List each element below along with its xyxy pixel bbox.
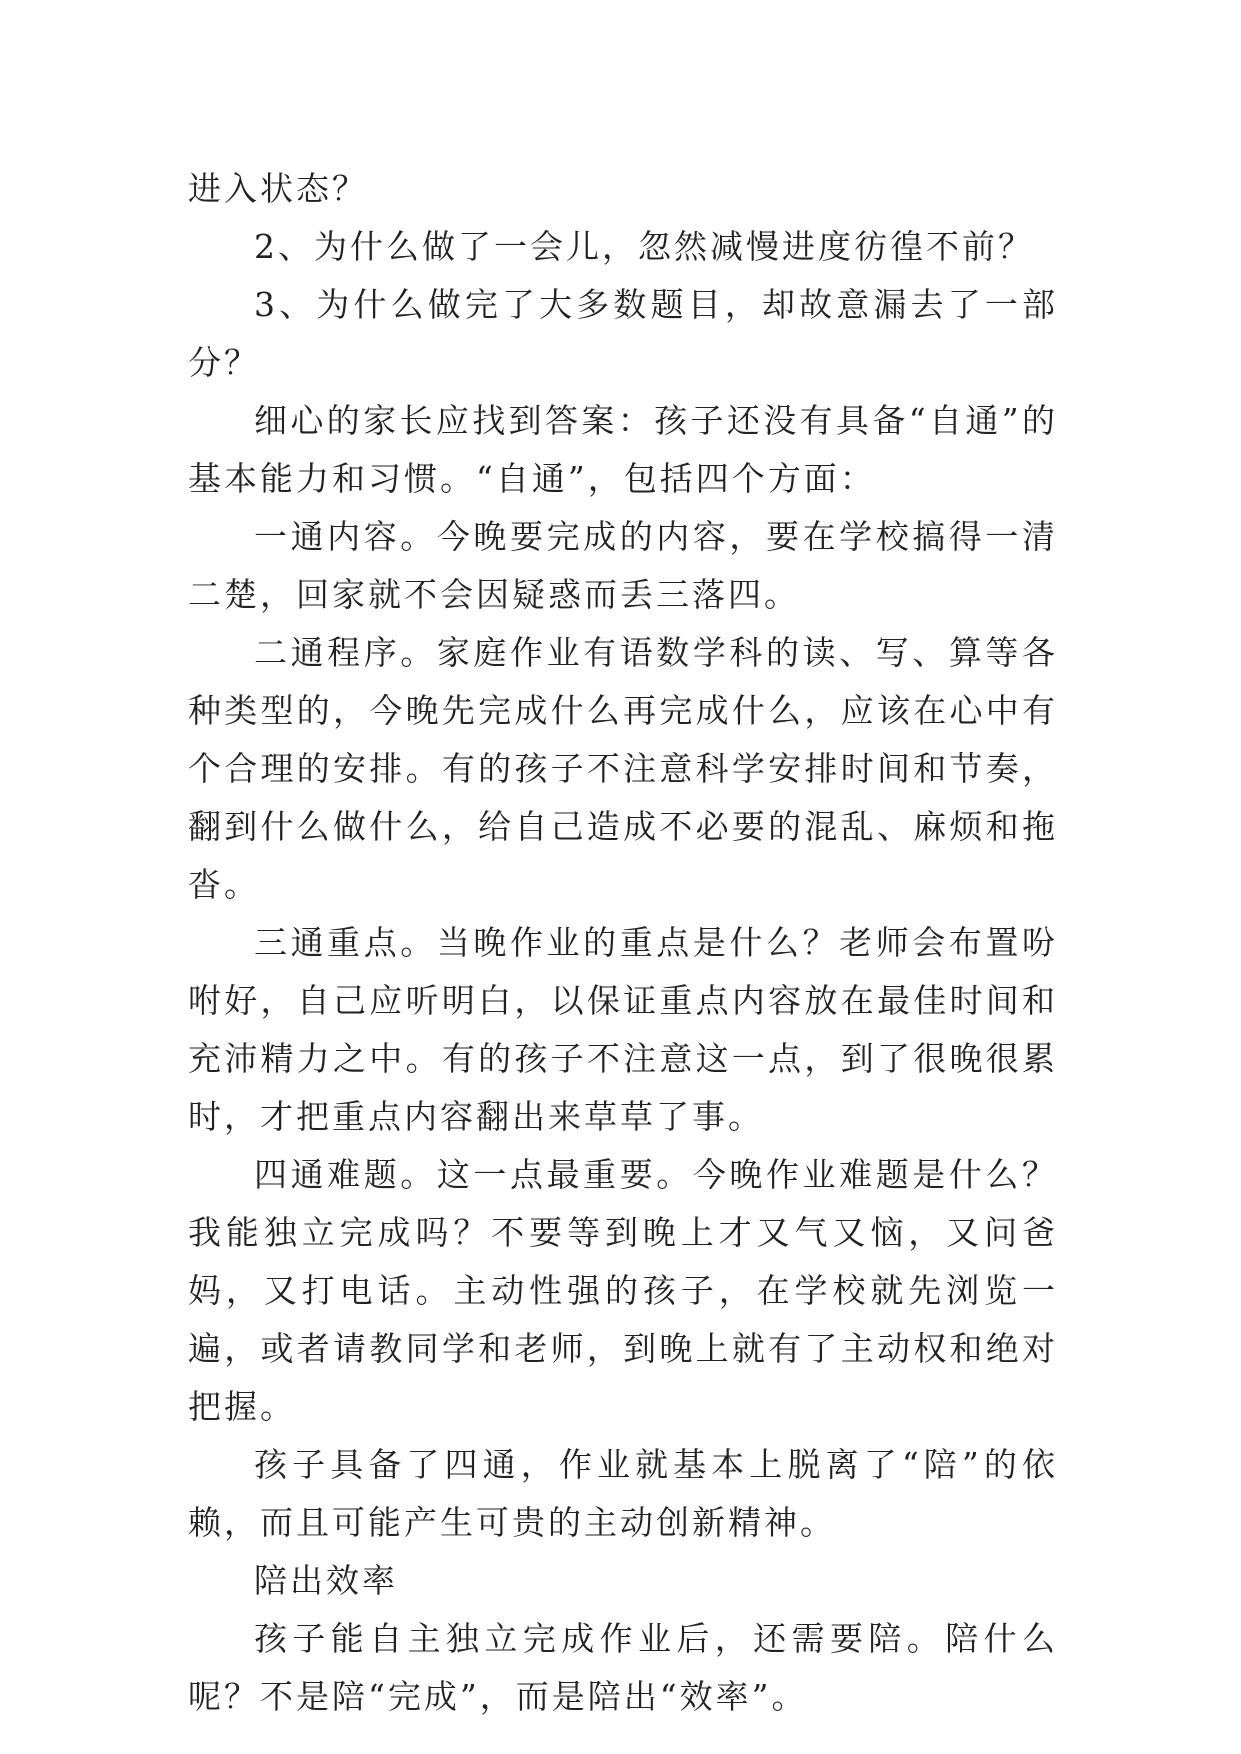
document-body (188, 160, 1058, 1726)
paragraph: 2、为什么做了一会儿，忽然减慢进度彷徨不前？ (254, 227, 1034, 266)
paragraph: 四通难题。这一点最重要。今晚作业难题是什么？我能独立完成吗？不要等到晚上才又气又恼，又问爸妈，又打电话。主动性强的孩子，在学校就先浏览一遍，或者请教同学和老师，到晚上就有了主动权和绝对把握。 (188, 1155, 1058, 1426)
paragraph: 二通程序。家庭作业有语数学科的读、写、算等各种类型的，今晚先完成什么再完成什么，应该在心中有个合理的安排。有的孩子不注意科学安排时间和节奏，翻到什么做什么，给自己造成不必要的混乱、麻烦和拖沓。 (188, 633, 1058, 904)
paragraph: 三通重点。当晚作业的重点是什么？老师会布置吩咐好，自己应听明白，以保证重点内容放在最佳时间和充沛精力之中。有的孩子不注意这一点，到了很晚很累时，才把重点内容翻出来草草了事。 (188, 923, 1058, 1136)
paragraph: 一通内容。今晚要完成的内容，要在学校搞得一清二楚，回家就不会因疑惑而丢三落四。 (188, 517, 1058, 614)
paragraph: 细心的家长应找到答案：孩子还没有具备“自通”的基本能力和习惯。“自通”，包括四个方面： (188, 401, 1058, 498)
paragraph: 孩子能自主独立完成作业后，还需要陪。陪什么呢？不是陪“完成”，而是陪出“效率”。 (188, 1619, 1058, 1716)
section-heading: 陪出效率 (254, 1561, 398, 1600)
paragraph: 进入状态？ (188, 169, 368, 208)
paragraph: 孩子具备了四通，作业就基本上脱离了“陪”的依赖，而且可能产生可贵的主动创新精神。 (188, 1445, 1058, 1542)
paragraph: 3、为什么做完了大多数题目，却故意漏去了一部分？ (188, 285, 1058, 382)
